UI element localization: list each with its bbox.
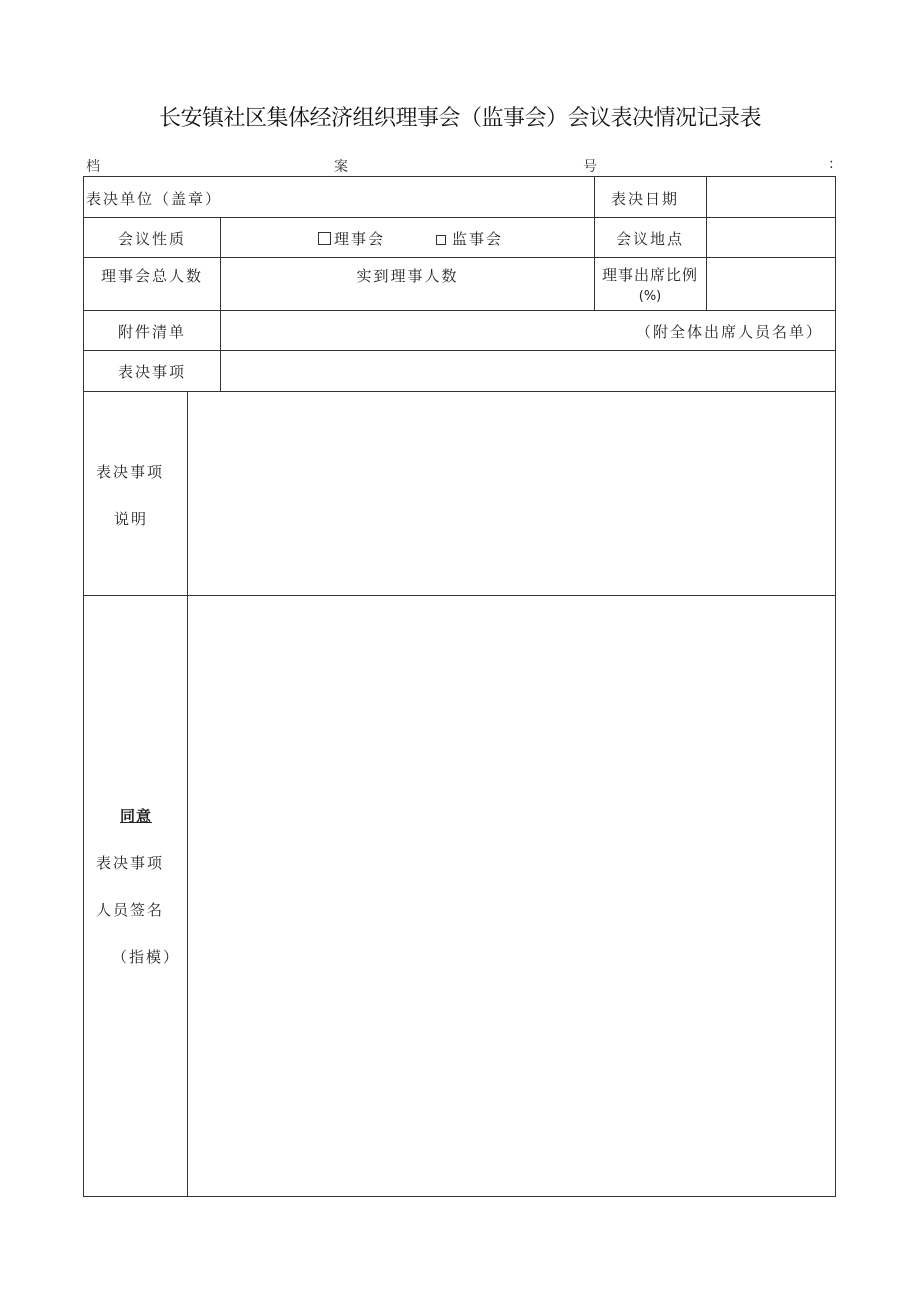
option-council[interactable] [318, 228, 385, 249]
location-label: 会议地点 [615, 230, 684, 248]
col-divider [706, 177, 707, 310]
row-divider [84, 257, 835, 258]
unit-label: 表决单位（盖章） [86, 190, 223, 208]
col-divider [220, 217, 221, 391]
archive-number-line [84, 156, 836, 176]
checkbox-icon[interactable] [436, 235, 446, 245]
attachments-label: 附件清单 [117, 323, 186, 341]
row-divider [84, 595, 835, 596]
item-description-label-2: 说明 [114, 510, 149, 528]
item-description-label-1: 表决事项 [96, 463, 165, 481]
signature-label-3: （指模） [112, 948, 181, 966]
signature-label-1: 表决事项 [96, 854, 165, 872]
row-divider [84, 350, 835, 351]
option-council-label: 理事会 [334, 230, 386, 248]
archive-char-2: 案 [334, 159, 348, 175]
agree-label: 同意 [120, 807, 153, 825]
signature-label-2: 人员签名 [96, 901, 165, 919]
date-label: 表决日期 [611, 190, 680, 208]
archive-char-1: 档 [86, 159, 100, 175]
nature-label: 会议性质 [117, 230, 186, 248]
attended-members-label: 实到理事人数 [356, 267, 459, 285]
total-members-label: 理事会总人数 [100, 267, 203, 285]
attendance-ratio-label: 理事出席比例 [601, 266, 698, 284]
col-divider [187, 391, 188, 1196]
checkbox-icon[interactable] [318, 232, 331, 245]
option-supervisory[interactable] [436, 228, 503, 249]
page-title: 长安镇社区集体经济组织理事会（监事会）会议表决情况记录表 [158, 106, 761, 131]
record-table [83, 176, 836, 1197]
row-divider [84, 391, 835, 392]
attachments-note: （附全体出席人员名单） [636, 323, 824, 341]
voting-item-label: 表决事项 [117, 363, 186, 381]
archive-char-3: 号 [583, 159, 597, 175]
option-supervisory-label: 监事会 [452, 230, 504, 248]
attendance-ratio-unit: (%) [638, 289, 662, 304]
row-divider [84, 310, 835, 311]
archive-colon: : [829, 156, 834, 172]
row-divider [84, 217, 835, 218]
